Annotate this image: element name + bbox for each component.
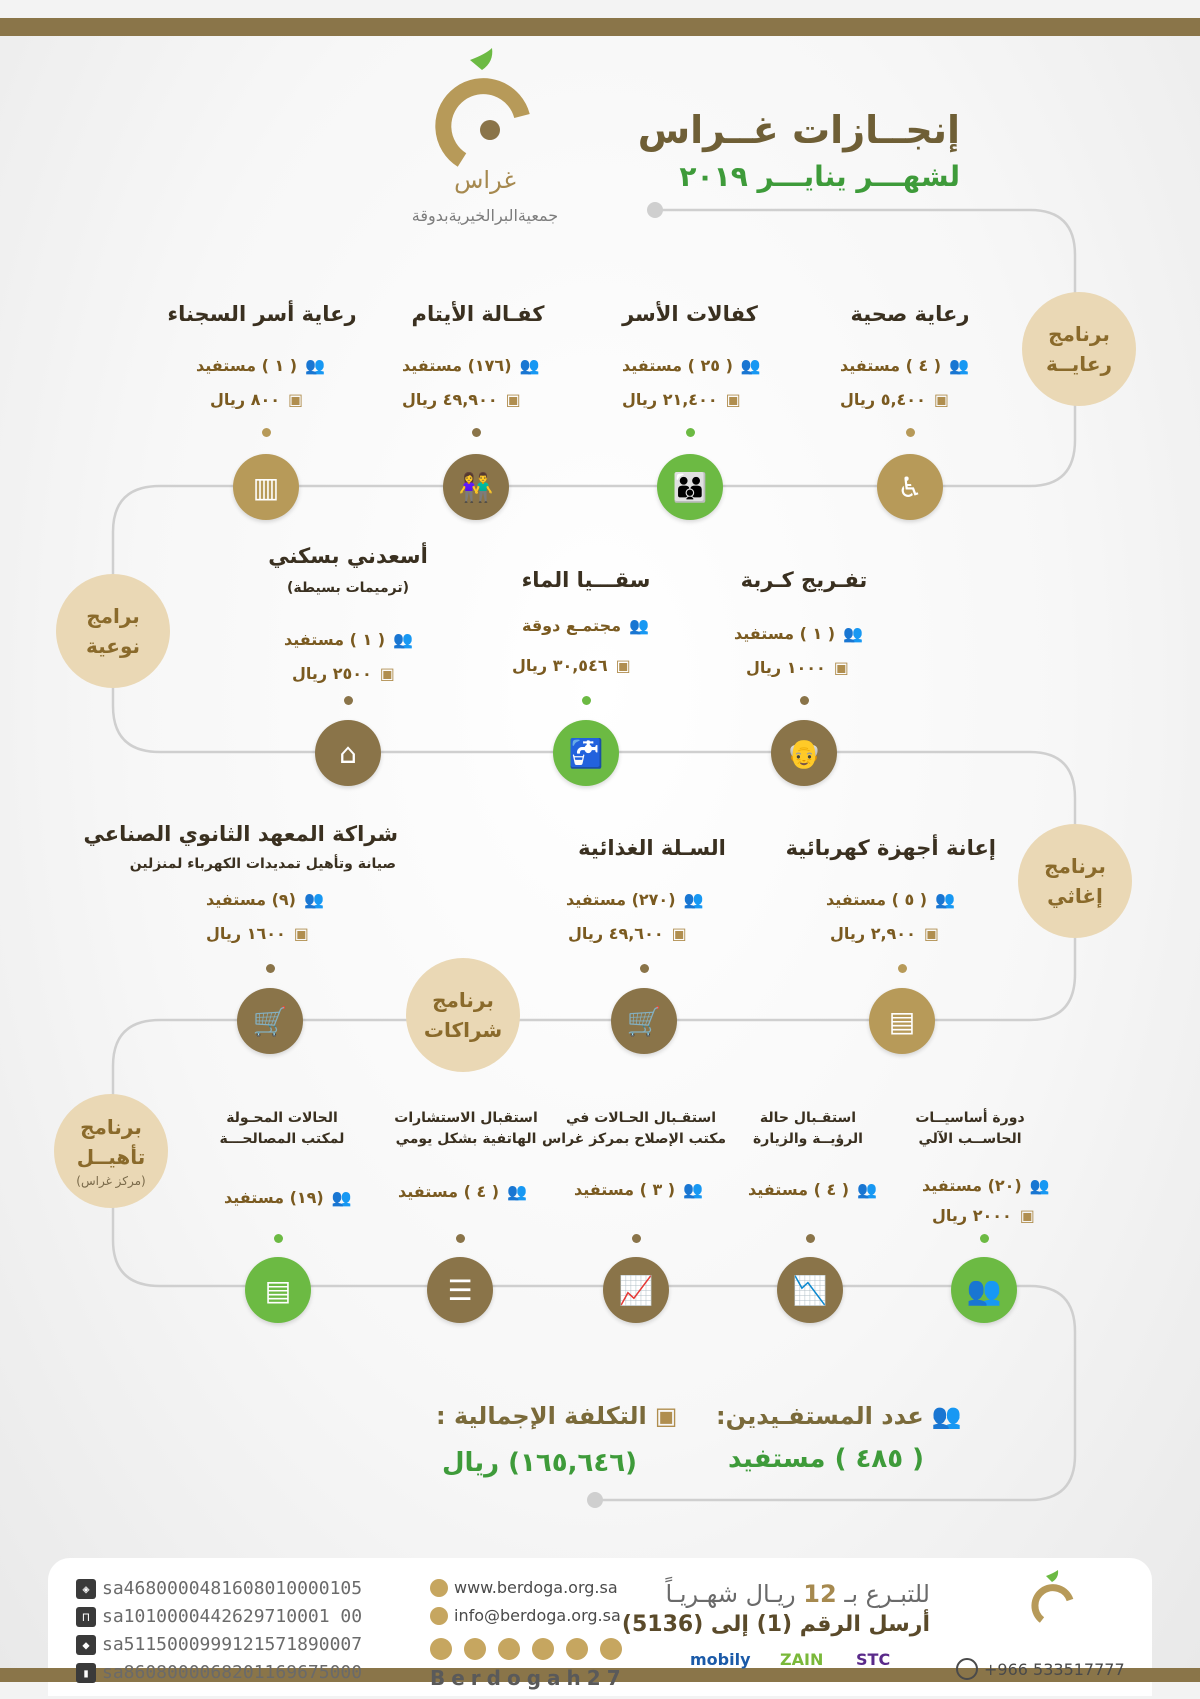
people-icon: 👥 <box>683 1180 704 1199</box>
timeline-dot <box>806 1234 815 1243</box>
ighathi-item-amount: ▣ ٤٩,٦٠٠ ريال <box>568 924 687 943</box>
bank-icon: ◆ <box>76 1635 96 1655</box>
people-icon: 👥 <box>331 1188 352 1207</box>
chart-down-icon: 📉 <box>777 1257 843 1323</box>
whatsapp-contact[interactable]: +966 533517777 <box>956 1658 1125 1680</box>
program-sharakat <box>406 958 520 1072</box>
cart-icon: 🛒 <box>237 988 303 1054</box>
instagram-icon[interactable] <box>464 1638 486 1660</box>
riaya-item-beneficiaries: 👥 ( ٤ ) مستفيد <box>840 356 970 375</box>
program-ighathi-line1: برنامج <box>1044 854 1106 878</box>
googleplus-icon[interactable] <box>566 1638 588 1660</box>
logo <box>370 48 600 238</box>
people-icon: 👥 <box>935 890 956 909</box>
people-icon: 👥 <box>949 356 970 375</box>
naweya-item-subtitle: (ترميمات بسيطة) <box>286 580 410 596</box>
naweya-item-beneficiaries: 👥 ( ١ ) مستفيد <box>284 630 414 649</box>
appliances-icon: ▤ <box>869 988 935 1054</box>
money-icon: ▣ <box>287 390 304 409</box>
snapchat-icon[interactable] <box>430 1638 452 1660</box>
youtube-icon[interactable] <box>498 1638 520 1660</box>
timeline-dot <box>898 964 907 973</box>
donate-line2: أرسل الرقم (1) إلى (5136) <box>621 1612 930 1637</box>
riaya-item-amount: ▣ ٤٩,٩٠٠ ريال <box>402 390 521 409</box>
house-icon: ⌂ <box>315 720 381 786</box>
globe-icon <box>430 1579 448 1597</box>
riaya-item-title: كفـالة الأيتام <box>411 302 545 326</box>
bank-icon: ▮ <box>76 1663 96 1683</box>
operator-stc: STC <box>856 1650 891 1669</box>
checklist-icon: ☰ <box>427 1257 493 1323</box>
riaya-item-beneficiaries: 👥 ( ١ ) مستفيد <box>196 356 326 375</box>
naweya-item-amount: ▣ ٢٥٠٠ ريال <box>292 664 395 683</box>
orphans-icon: 👫 <box>443 454 509 520</box>
timeline-dot <box>906 428 915 437</box>
timeline-dot <box>456 1234 465 1243</box>
riaya-item-title: رعاية أسر السجناء <box>167 302 357 326</box>
top-bar <box>0 18 1200 36</box>
program-sharakat-line1: برنامج <box>432 988 494 1012</box>
operator-mobily: mobily <box>690 1650 751 1669</box>
donate-line1: للتبـرع بـ 12 ريـال شهـريـاً <box>665 1580 930 1608</box>
money-icon: ▣ <box>933 390 949 409</box>
taheel-item-title: الحالات المحـولة لمكتب المصالحـــة <box>219 1110 345 1147</box>
prison-icon: ▥ <box>233 454 299 520</box>
program-naweya <box>56 574 170 688</box>
iban-row: ⊓ sa1010000442629710001 00 <box>76 1606 362 1627</box>
program-ighathi-line2: إغاثي <box>1047 884 1103 908</box>
money-icon: ▣ <box>833 658 849 677</box>
program-taheel-line1: برنامج <box>80 1115 142 1139</box>
total-beneficiaries-value: ( ٤٨٥ ) مستفيد <box>728 1444 925 1474</box>
document-icon: ▤ <box>245 1257 311 1323</box>
people-icon: 👥 <box>507 1182 528 1201</box>
people-icon: 👥 <box>843 624 864 643</box>
taheel-item-title: استقبال الاستشارات الهاتفية بشكل يومي <box>394 1110 538 1147</box>
total-cost-value: (١٦٥,٦٤٦) ريال <box>442 1448 637 1478</box>
riaya-item-title: كفالات الأسر <box>622 302 758 326</box>
people-icon: 👥 <box>683 890 704 909</box>
program-taheel-line2: تأهيــل <box>76 1145 146 1169</box>
program-sharakat-line2: شراكات <box>423 1018 503 1042</box>
taheel-item-beneficiaries: 👥 ( ٤ ) مستفيد <box>398 1182 528 1201</box>
footer-logo <box>1010 1570 1090 1640</box>
money-icon: ▣ <box>654 1402 678 1430</box>
timeline-dot <box>274 1234 283 1243</box>
riaya-item-amount: ▣ ٨٠٠ ريال <box>210 390 304 409</box>
healthcare-icon: ♿ <box>877 454 943 520</box>
ighathi-item-beneficiaries: 👥 (٢٧٠) مستفيد <box>566 890 704 909</box>
people-icon: 👥 <box>303 890 324 909</box>
money-icon: ▣ <box>379 664 395 683</box>
people-icon: 👥 <box>305 356 326 375</box>
ighathi-item-title: السـلة الغذائية <box>578 836 726 860</box>
bank-icon: ⊓ <box>76 1607 96 1627</box>
money-icon: ▣ <box>293 924 309 943</box>
naweya-item-beneficiaries: 👥 مجتمـع دوقة <box>522 616 649 635</box>
timeline-dot <box>800 696 809 705</box>
timeline-dot <box>640 964 649 973</box>
timeline-dot <box>632 1234 641 1243</box>
water-tap-icon: 🚰 <box>553 720 619 786</box>
money-icon: ▣ <box>671 924 687 943</box>
money-icon: ▣ <box>615 656 631 675</box>
taheel-item-amount: ▣ ٢٠٠٠ ريال <box>932 1206 1035 1225</box>
people-icon: 👥 <box>629 616 649 635</box>
ighathi-item-amount: ▣ ٢,٩٠٠ ريال <box>830 924 939 943</box>
people-icon: 👥 <box>393 630 414 649</box>
riaya-item-amount: ▣ ٢١,٤٠٠ ريال <box>622 390 741 409</box>
riaya-item-beneficiaries: 👥 ( ٢٥ ) مستفيد <box>622 356 761 375</box>
taheel-item-beneficiaries: 👥 (١٩) مستفيد <box>224 1188 352 1207</box>
group-icon: 👥 <box>951 1257 1017 1323</box>
naweya-item-amount: ▣ ٣٠,٥٤٦ ريال <box>512 656 631 675</box>
people-icon: 👥 <box>931 1402 962 1430</box>
money-icon: ▣ <box>923 924 939 943</box>
taheel-item-title: استقـبال حالة الرؤيــة والزيارة <box>753 1110 863 1147</box>
timeline-dot <box>980 1234 989 1243</box>
timeline-dot <box>472 428 481 437</box>
food-basket-icon: 🛒 <box>611 988 677 1054</box>
people-icon: 👥 <box>1029 1176 1050 1195</box>
elderly-icon: 👴 <box>771 720 837 786</box>
timeline-dot <box>582 696 591 705</box>
program-riaya <box>1022 292 1136 406</box>
website-link[interactable]: www.berdoga.org.sa <box>430 1578 618 1597</box>
naweya-item-title: سقـــيا الماء <box>521 568 651 592</box>
iban-row: ◈ sa4680000481608010000105 <box>76 1578 362 1599</box>
logo-name: غراس <box>454 166 516 194</box>
ighathi-item-title: شراكة المعهد الثانوي الصناعي <box>83 822 398 846</box>
timeline-dot <box>262 428 271 437</box>
ighathi-item-amount: ▣ ١٦٠٠ ريال <box>206 924 309 943</box>
people-icon: 👥 <box>519 356 540 375</box>
page-title: إنجــازات غــراس <box>637 108 960 152</box>
taheel-item-title: دورة أساسيــات الحاســب الآلي <box>915 1110 1025 1147</box>
program-taheel-line3: (مركز غراس) <box>76 1174 146 1188</box>
program-riaya-line2: رعايــة <box>1046 352 1112 376</box>
naweya-item-amount: ▣ ١٠٠٠ ريال <box>746 658 849 677</box>
social-handle: Berdogah27 <box>430 1666 627 1690</box>
timeline-dot <box>266 964 275 973</box>
taheel-item-beneficiaries: 👥 (٢٠) مستفيد <box>922 1176 1050 1195</box>
iban-row: ◆ sa5115000999121571890007 <box>76 1634 362 1655</box>
timeline-dot <box>344 696 353 705</box>
riaya-item-amount: ▣ ٥,٤٠٠ ريال <box>840 390 949 409</box>
email-icon <box>430 1607 448 1625</box>
taheel-item-title: استقـبال الحـالات في مكتب الإصلاح بمركز غراس <box>541 1110 726 1147</box>
operator-zain: ZAIN <box>780 1650 824 1669</box>
program-riaya-line1: برنامج <box>1048 322 1110 346</box>
chart-up-icon: 📈 <box>603 1257 669 1323</box>
ighathi-item-beneficiaries: 👥 (٩) مستفيد <box>206 890 324 909</box>
ighathi-item-beneficiaries: 👥 ( ٥ ) مستفيد <box>826 890 956 909</box>
total-cost-label: ▣ التكلفة الإجمالية : <box>436 1402 678 1430</box>
program-naweya-line2: نوعية <box>86 634 141 658</box>
page-subtitle: لشهـــر ينايـــر ٢٠١٩ <box>679 160 960 193</box>
money-icon: ▣ <box>505 390 521 409</box>
telegram-icon[interactable] <box>600 1638 622 1660</box>
ighathi-item-subtitle: صيانة وتأهيل تمديدات الكهرباء لمنزلين <box>129 856 396 872</box>
riaya-item-title: رعاية صحية <box>850 302 970 326</box>
whatsapp-icon <box>956 1658 978 1680</box>
naweya-item-title: تفـريج كـربة <box>740 568 868 592</box>
logo-mark-icon <box>1020 1570 1080 1626</box>
riaya-item-beneficiaries: 👥 (١٧٦) مستفيد <box>402 356 540 375</box>
bank-icon: ◈ <box>76 1579 96 1599</box>
family-icon: 👪 <box>657 454 723 520</box>
logo-org: جمعيةالبرالخيريةبدوقة <box>411 206 559 225</box>
money-icon: ▣ <box>1019 1206 1035 1225</box>
people-icon: 👥 <box>857 1180 878 1199</box>
naweya-item-title: أسعدني بسكني <box>268 544 428 568</box>
naweya-item-beneficiaries: 👥 ( ١ ) مستفيد <box>734 624 864 643</box>
logo-mark-icon <box>370 48 600 178</box>
program-naweya-line1: برامج <box>86 604 140 628</box>
timeline-dot <box>686 428 695 437</box>
program-taheel <box>54 1094 168 1208</box>
money-icon: ▣ <box>725 390 741 409</box>
total-beneficiaries-label: 👥 عدد المستفـيدين: <box>716 1402 962 1430</box>
program-ighathi <box>1018 824 1132 938</box>
twitter-icon[interactable] <box>532 1638 554 1660</box>
taheel-item-beneficiaries: 👥 ( ٣ ) مستفيد <box>574 1180 704 1199</box>
ighathi-item-title: إعانة أجهزة كهربائية <box>785 836 996 860</box>
iban-row: ▮ sa8608000068201169675000 <box>76 1662 362 1683</box>
taheel-item-beneficiaries: 👥 ( ٤ ) مستفيد <box>748 1180 878 1199</box>
email-link[interactable]: info@berdoga.org.sa <box>430 1606 621 1625</box>
people-icon: 👥 <box>740 356 761 375</box>
